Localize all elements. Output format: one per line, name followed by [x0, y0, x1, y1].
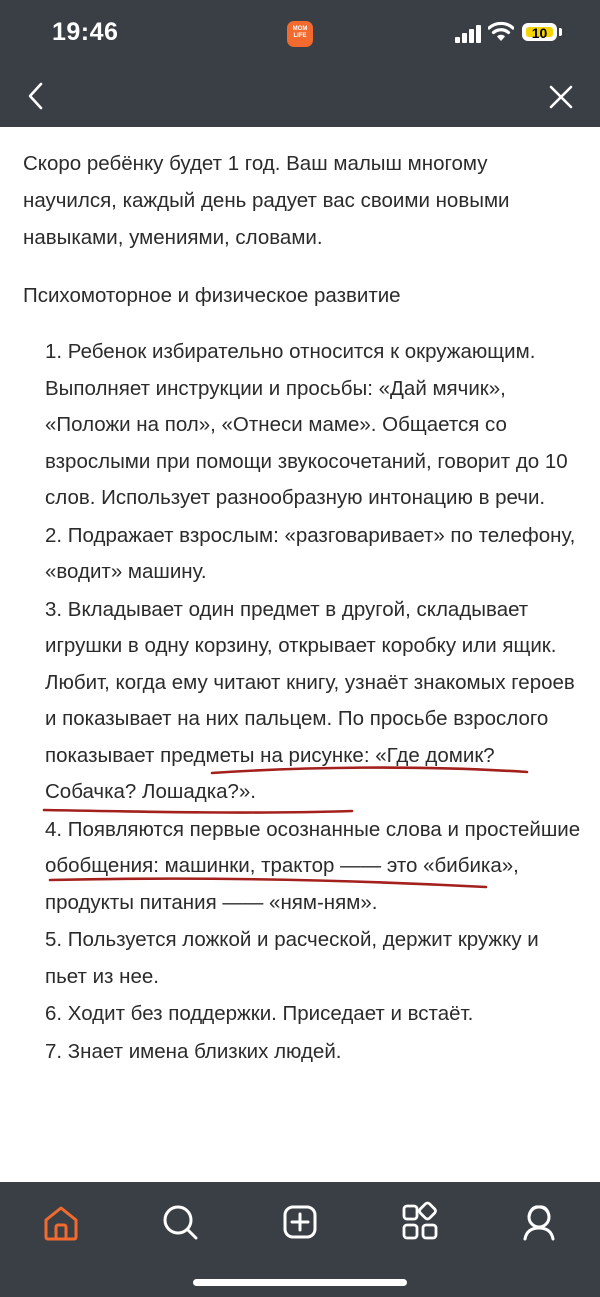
services-grid-icon: [398, 1200, 442, 1244]
profile-icon: [517, 1200, 561, 1244]
list-item: 5. Пользуется ложкой и расческой, держит кружку и пьет из нее.: [45, 928, 539, 988]
list-item: 3. Вкладывает один предмет в другой, складывает игрушки в одну корзину, открывает коробку или ящик. Любит, когда ему читают книгу, узнаёт знакомых героев и показывает на них пальцем. По просьбе взрослого показывает предметы на рисунке: «Где домик? Собачка? Лошадка?».: [45, 597, 575, 803]
app-logo-text-top: MOM: [292, 26, 308, 32]
home-indicator[interactable]: [193, 1279, 407, 1286]
battery-icon: [522, 23, 557, 41]
tab-add[interactable]: [278, 1200, 322, 1244]
list-item: 1. Ребенок избирательно относится к окружающим. Выполняет инструкции и просьбы: «Дай мячик», «Положи на пол», «Отнеси маме». Общается со взрослыми при помощи звукосочетаний, говорит до 10 слов. Использует разнообразную интонацию в речи.: [45, 340, 568, 509]
article-content[interactable]: [0, 127, 600, 1182]
development-list: [45, 334, 585, 1071]
tab-services[interactable]: [398, 1200, 442, 1244]
cellular-signal-icon: [455, 25, 481, 43]
chevron-left-icon: [30, 84, 41, 108]
app-logo-text-bottom: LIFE: [293, 33, 307, 39]
article-intro: Скоро ребёнку будет 1 год. Ваш малыш многому научился, каждый день радует вас своими новыми навыками, умениями, словами.: [23, 152, 510, 249]
wifi-icon: [488, 21, 514, 43]
home-icon: [39, 1200, 83, 1244]
battery-level: 10: [531, 25, 548, 41]
list-item: 7. Знает имена близких людей.: [45, 1039, 342, 1063]
battery-tip: [559, 28, 562, 36]
list-item: 2. Подражает взрослым: «разговаривает» по телефону, «водит» машину.: [45, 523, 576, 583]
add-icon: [278, 1200, 322, 1244]
back-button[interactable]: [22, 80, 52, 112]
list-item: 4. Появляются первые осознанные слова и простейшие обобщения: машинки, трактор —— это «бибика», продукты питания —— «ням-ням».: [45, 817, 581, 914]
close-icon: [551, 87, 571, 107]
app-logo-icon: [287, 21, 313, 47]
top-bar: [0, 0, 600, 127]
tab-home[interactable]: [39, 1200, 83, 1244]
list-item: 6. Ходит без поддержки. Приседает и встаёт.: [45, 1002, 474, 1025]
section-heading: Психомоторное и физическое развитие: [23, 284, 401, 307]
close-button[interactable]: [546, 82, 576, 112]
tab-search[interactable]: [158, 1200, 202, 1244]
status-time: 19:46: [52, 18, 119, 46]
search-icon: [158, 1200, 202, 1244]
tab-profile[interactable]: [517, 1200, 561, 1244]
